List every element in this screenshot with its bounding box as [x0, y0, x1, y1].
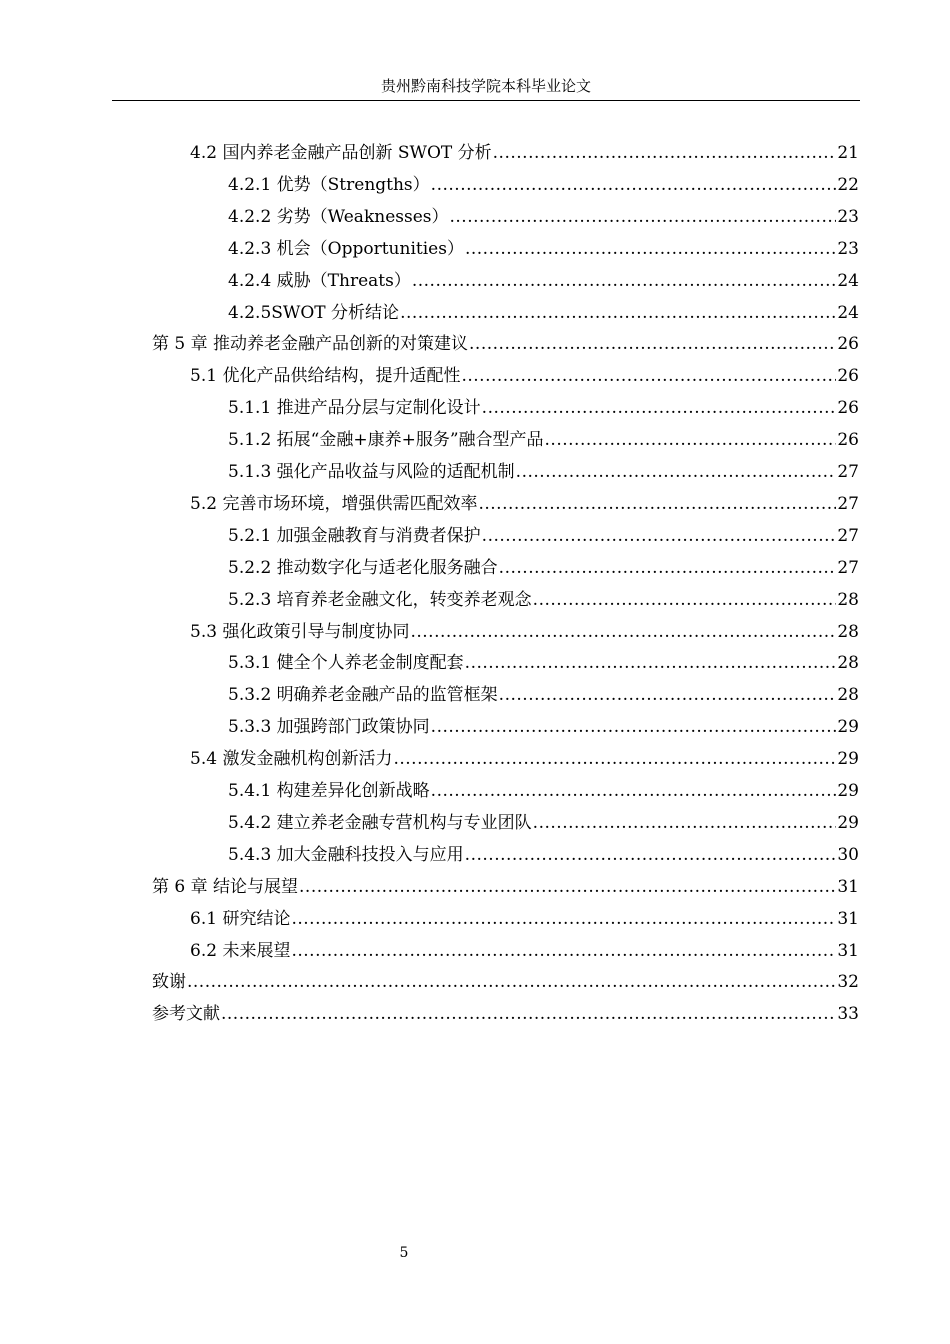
toc-entry-page: 23 [837, 206, 859, 227]
toc-dot-leader [499, 552, 837, 584]
toc-entry[interactable] [228, 839, 859, 871]
toc-entry[interactable] [228, 297, 859, 329]
toc-dot-leader [533, 807, 837, 839]
toc-entry-page: 31 [837, 908, 859, 929]
toc-entry-title: 5.4 激发金融机构创新活力 [190, 749, 393, 770]
toc-dot-leader [410, 616, 836, 648]
toc-entry[interactable] [228, 456, 859, 488]
toc-dot-leader [431, 169, 837, 201]
toc-entry-title: 4.2.2 劣势（Weaknesses） [228, 206, 449, 227]
toc-dot-leader [499, 679, 837, 711]
toc-entry[interactable] [228, 392, 859, 424]
toc-entry-page: 27 [837, 493, 859, 514]
toc-entry-title: 5.1.3 强化产品收益与风险的适配机制 [228, 462, 515, 482]
toc-entry[interactable] [190, 935, 859, 967]
toc-entry-title: 5.2.2 推动数字化与适老化服务融合 [228, 557, 498, 578]
toc-entry-page: 28 [837, 589, 859, 610]
toc-entry[interactable] [228, 201, 859, 233]
toc-dot-leader [465, 647, 837, 679]
toc-entry-title: 4.2 国内养老金融产品创新 SWOT 分析 [190, 143, 492, 163]
toc-entry[interactable] [190, 488, 859, 520]
toc-entry-title: 6.1 研究结论 [190, 908, 291, 929]
toc-dot-leader [291, 935, 836, 967]
toc-dot-leader [412, 265, 837, 297]
toc-entry-page: 30 [837, 844, 859, 865]
toc-entry-page: 21 [837, 143, 859, 163]
toc-entry[interactable] [228, 584, 859, 616]
toc-entry-title: 5.4.2 建立养老金融专营机构与专业团队 [228, 812, 532, 833]
page-number: 5 [399, 1245, 409, 1261]
toc-entry-page: 24 [837, 270, 859, 291]
toc-entry-page: 26 [837, 430, 859, 451]
toc-entry[interactable] [228, 552, 859, 584]
toc-dot-leader [400, 297, 836, 329]
toc-entry-page: 27 [837, 462, 859, 482]
toc-entry-title: 致谢 [152, 972, 186, 993]
toc-dot-leader [393, 743, 836, 775]
toc-entry-page: 29 [837, 812, 859, 833]
toc-entry-title: 5.1.1 推进产品分层与定制化设计 [228, 398, 481, 419]
toc-entry-title: 4.2.4 威胁（Threats） [228, 270, 411, 291]
toc-entry-page: 28 [837, 653, 859, 674]
toc-dot-leader [469, 328, 836, 360]
toc-entry[interactable] [228, 265, 859, 297]
toc-entry[interactable] [190, 137, 859, 169]
toc-entry-title: 5.1 优化产品供给结构，提升适配性 [190, 366, 461, 387]
toc-entry-page: 23 [837, 238, 859, 259]
toc-dot-leader [478, 488, 836, 520]
toc-entry-title: 5.2.3 培育养老金融文化，转变养老观念 [228, 589, 532, 610]
toc-entry-title: 5.3.1 健全个人养老金制度配套 [228, 653, 464, 674]
toc-entry-page: 28 [837, 621, 859, 642]
toc-entry-title: 6.2 未来展望 [190, 940, 291, 961]
toc-entry-title: 5.4.1 构建差异化创新战略 [228, 781, 430, 801]
toc-dot-leader [431, 775, 837, 807]
toc-entry[interactable] [228, 807, 859, 839]
toc-entry-title: 5.1.2 拓展“金融+康养+服务”融合型产品 [228, 430, 544, 451]
toc-entry-title: 5.3.2 明确养老金融产品的监管框架 [228, 685, 498, 706]
toc-entry[interactable] [228, 520, 859, 552]
toc-entry[interactable] [228, 169, 859, 201]
toc-entry-title: 4.2.3 机会（Opportunities） [228, 238, 464, 259]
toc-entry-page: 31 [837, 876, 859, 897]
toc-entry-title: 4.2.5SWOT 分析结论 [228, 302, 400, 323]
toc-entry[interactable] [190, 743, 859, 775]
toc-dot-leader [431, 711, 837, 743]
toc-entry-title: 5.3 强化政策引导与制度协同 [190, 621, 410, 642]
toc-entry-title: 第 5 章 推动养老金融产品创新的对策建议 [152, 334, 469, 355]
toc-entry-page: 26 [837, 334, 859, 355]
toc-entry-page: 33 [837, 1004, 859, 1025]
toc-dot-leader [465, 233, 836, 265]
toc-entry[interactable] [228, 647, 859, 679]
toc-dot-leader [450, 201, 837, 233]
toc-entry[interactable] [228, 233, 859, 265]
toc-entry[interactable] [152, 966, 859, 998]
toc-dot-leader [465, 839, 837, 871]
toc-entry-page: 28 [837, 685, 859, 706]
toc-entry[interactable] [228, 711, 859, 743]
running-header: 贵州黔南科技学院本科毕业论文 [380, 77, 591, 95]
toc-dot-leader [221, 998, 836, 1030]
toc-entry[interactable] [190, 903, 859, 935]
toc-entry-title: 参考文献 [152, 1004, 220, 1025]
toc-entry-page: 26 [837, 398, 859, 419]
toc-dot-leader [482, 392, 837, 424]
toc-entry-title: 5.4.3 加大金融科技投入与应用 [228, 844, 464, 865]
header-divider [112, 100, 860, 101]
toc-entry-title: 5.2.1 加强金融教育与消费者保护 [228, 525, 481, 546]
toc-entry[interactable] [152, 871, 859, 903]
toc-dot-leader [493, 137, 837, 169]
toc-entry-page: 29 [837, 781, 859, 801]
toc-entry[interactable] [228, 679, 859, 711]
toc-entry[interactable] [190, 360, 859, 392]
toc-entry-page: 31 [837, 940, 859, 961]
toc-entry[interactable] [228, 775, 859, 807]
toc-entry-title: 5.3.3 加强跨部门政策协同 [228, 717, 430, 738]
toc-dot-leader [482, 520, 837, 552]
toc-entry-page: 27 [837, 525, 859, 546]
toc-dot-leader [461, 360, 836, 392]
toc-entry-page: 27 [837, 557, 859, 578]
toc-entry-page: 26 [837, 366, 859, 387]
toc-entry-page: 29 [837, 749, 859, 770]
toc-entry-title: 4.2.1 优势（Strengths） [228, 174, 430, 195]
toc-entry-page: 24 [837, 302, 859, 323]
toc-dot-leader [291, 903, 836, 935]
toc-entry-page: 29 [837, 717, 859, 738]
toc-dot-leader [533, 584, 837, 616]
toc-entry-title: 5.2 完善市场环境，增强供需匹配效率 [190, 493, 478, 514]
toc-dot-leader [187, 966, 836, 998]
toc-entry[interactable] [190, 616, 859, 648]
toc-dot-leader [299, 871, 836, 903]
toc-entry[interactable] [152, 998, 859, 1030]
toc-entry[interactable] [228, 424, 859, 456]
toc-dot-leader [545, 424, 837, 456]
toc-entry-page: 22 [837, 174, 859, 195]
toc-entry-title: 第 6 章 结论与展望 [152, 876, 299, 897]
toc-dot-leader [516, 456, 837, 488]
toc-entry[interactable] [152, 328, 859, 360]
toc-entry-page: 32 [837, 972, 859, 993]
